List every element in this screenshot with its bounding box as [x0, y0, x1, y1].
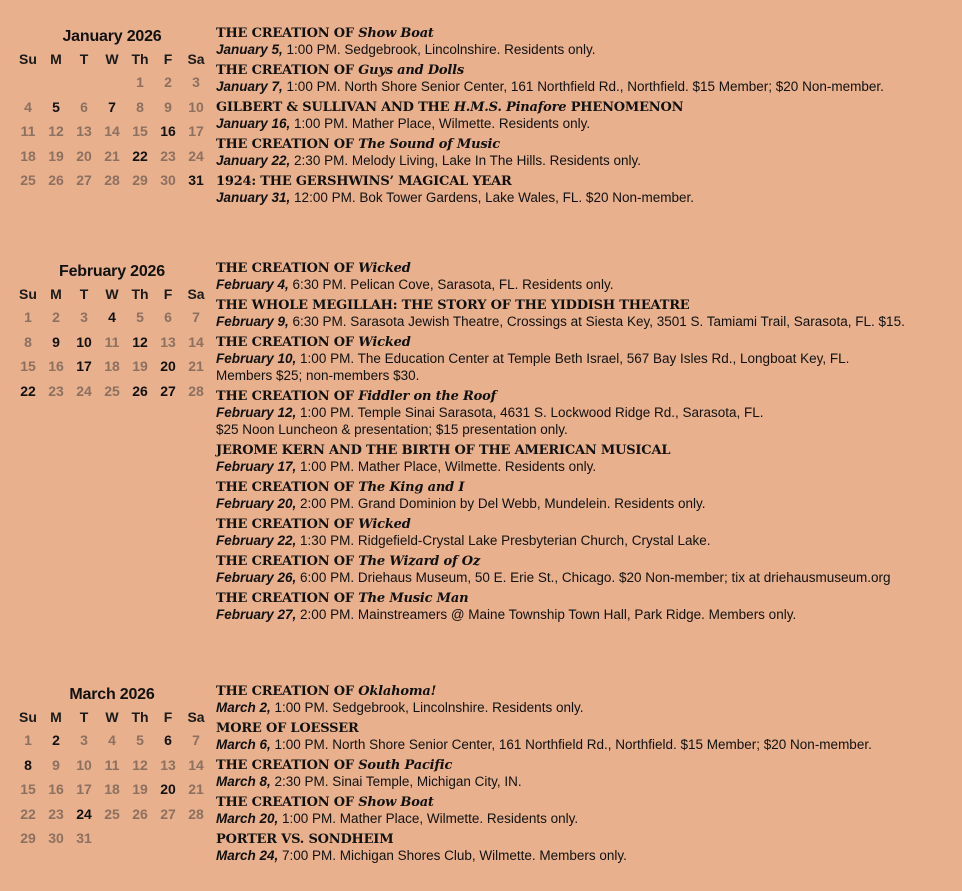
event-show-name: Oklahoma!: [358, 684, 437, 699]
calendar-day: 2: [164, 74, 172, 90]
event-item: [216, 721, 956, 753]
calendar-grid: [14, 706, 210, 851]
event-show-name: The Music Man: [358, 591, 469, 606]
event-title-text: THE CREATION OF: [216, 517, 359, 532]
event-info: 1:00 PM. Sedgebrook, Lincolnshire. Residents only.: [282, 42, 596, 57]
event-title-text: THE CREATION OF: [216, 137, 359, 152]
weekday-header: F: [163, 709, 173, 725]
calendar-title: January 2026: [62, 28, 162, 45]
calendar-day-event: 4: [108, 309, 116, 325]
event-date: February 22,: [216, 533, 297, 548]
event-title-text: THE CREATION OF: [216, 795, 359, 810]
event-title: [216, 795, 956, 810]
event-date: January 5,: [216, 42, 283, 57]
event-details: [216, 350, 956, 384]
event-details: [216, 606, 956, 623]
calendar-day-event: 5: [52, 98, 60, 115]
calendar-grid: [14, 283, 210, 403]
calendar-day: 22: [20, 805, 36, 822]
event-details: [216, 569, 956, 586]
event-title-text: THE CREATION OF: [216, 261, 359, 276]
event-item: [216, 554, 956, 586]
calendar-day-event: 22: [132, 147, 148, 164]
event-info: 6:00 PM. Driehaus Museum, 50 E. Erie St., Chicago. $20 Non-member; tix at driehausmuseum.org: [296, 570, 891, 585]
event-item: [216, 795, 956, 827]
weekday-header: W: [105, 709, 119, 725]
weekday-header: M: [50, 709, 62, 725]
event-info: 1:00 PM. North Shore Senior Center, 161 Northfield Rd., Northfield. $15 Member; $20 Non-member.: [270, 737, 872, 752]
event-info: 6:30 PM. Sarasota Jewish Theatre, Crossings at Siesta Key, 3501 S. Tamiami Trail, Sarasota, FL. $15.: [288, 314, 905, 329]
calendar-day: 19: [48, 147, 64, 164]
event-info: 2:00 PM. Grand Dominion by Del Webb, Mundelein. Residents only.: [296, 496, 706, 511]
event-item: [216, 517, 956, 549]
calendar-day: 6: [164, 309, 172, 325]
calendar-empty-cell: [42, 70, 70, 95]
event-item: [216, 389, 956, 438]
calendar-day-event: 6: [164, 732, 172, 748]
event-date: February 4,: [216, 277, 289, 292]
calendar-day: 11: [20, 123, 36, 139]
event-details: [216, 458, 956, 475]
calendar-day: 16: [48, 358, 64, 374]
event-show-name: The Sound of Music: [358, 137, 500, 152]
calendar-day: 28: [104, 172, 120, 188]
event-date: January 7,: [216, 79, 283, 94]
calendar-day: 30: [48, 830, 64, 846]
event-list: [216, 684, 956, 869]
event-info: 2:00 PM. Mainstreamers @ Maine Township Town Hall, Park Ridge. Members only.: [296, 607, 797, 622]
event-show-name: Fiddler on the Roof: [358, 389, 496, 404]
event-title: [216, 721, 956, 736]
event-details: [216, 152, 956, 169]
event-item: [216, 443, 956, 475]
calendar-day: 11: [104, 756, 120, 773]
calendar-day-event: 26: [132, 382, 148, 399]
event-info: 1:00 PM. The Education Center at Temple Beth Israel, 567 Bay Isles Rd., Longboat Key, FL.: [296, 351, 850, 366]
event-title-text: THE WHOLE MEGILLAH: THE STORY OF THE YIDDISH THEATRE: [216, 298, 690, 313]
event-info: 2:30 PM. Melody Living, Lake In The Hills. Residents only.: [290, 153, 641, 168]
event-date: February 20,: [216, 496, 297, 511]
calendar-day: 24: [188, 147, 204, 164]
event-show-name: Guys and Dolls: [358, 63, 464, 78]
calendar-day: 10: [76, 756, 92, 773]
calendar-day-event: 7: [108, 98, 116, 115]
calendar-day: 14: [188, 333, 204, 350]
weekday-header: Su: [19, 51, 37, 67]
event-details: [216, 404, 956, 438]
weekday-header: Su: [19, 709, 37, 725]
weekday-header: Th: [131, 709, 149, 725]
calendar-title: February 2026: [59, 263, 165, 280]
mini-calendar: [14, 26, 210, 193]
event-date: February 9,: [216, 314, 289, 329]
calendar-day: 23: [160, 147, 176, 164]
event-title: [216, 335, 956, 350]
calendar-day-event: 10: [76, 333, 92, 350]
event-details: [216, 699, 956, 716]
event-date: January 31,: [216, 190, 291, 205]
calendar-day-event: 16: [160, 123, 176, 139]
calendar-day: 21: [104, 147, 120, 164]
weekday-header: Su: [19, 286, 37, 302]
calendar-empty-cell: [70, 70, 98, 95]
event-title-text: THE CREATION OF: [216, 758, 359, 773]
calendar-day: 9: [52, 756, 60, 773]
event-info: 7:00 PM. Michigan Shores Club, Wilmette. Members only.: [278, 848, 627, 863]
calendar-day: 13: [160, 756, 176, 773]
event-info: 1:00 PM. North Shore Senior Center, 161 Northfield Rd., Northfield. $15 Member; $20 Non-member.: [282, 79, 884, 94]
calendar-day: 13: [160, 333, 176, 350]
event-item: [216, 63, 956, 95]
event-item: [216, 100, 956, 132]
event-title: [216, 389, 956, 404]
weekday-header: F: [163, 51, 173, 67]
calendar-day-event: 27: [160, 382, 176, 399]
event-title: [216, 174, 956, 189]
calendar-day: 15: [20, 358, 36, 374]
event-date: February 17,: [216, 459, 297, 474]
calendar-day: 7: [192, 309, 200, 325]
event-date: January 22,: [216, 153, 291, 168]
event-title-text: THE CREATION OF: [216, 335, 359, 350]
mini-calendar: [14, 684, 210, 851]
calendar-day: 19: [132, 358, 148, 374]
calendar-day-event: 20: [160, 358, 176, 374]
calendar-empty-cell: [98, 70, 126, 95]
event-date: February 10,: [216, 351, 297, 366]
event-list: [216, 261, 956, 628]
event-info: 1:30 PM. Ridgefield-Crystal Lake Presbyterian Church, Crystal Lake.: [296, 533, 711, 548]
event-title: [216, 261, 956, 276]
event-item: [216, 174, 956, 206]
calendar-day: 15: [132, 123, 148, 139]
calendar-day: 2: [52, 309, 60, 325]
event-title-text: THE CREATION OF: [216, 480, 359, 495]
event-show-name: The Wizard of Oz: [358, 554, 481, 569]
weekday-header: F: [163, 286, 173, 302]
event-details: [216, 773, 956, 790]
weekday-header: Sa: [187, 709, 205, 725]
calendar-day: 29: [132, 172, 148, 188]
calendar-day: 18: [104, 781, 120, 797]
event-details: [216, 115, 956, 132]
calendar-day: 17: [188, 123, 204, 139]
event-show-name: The King and I: [358, 480, 465, 495]
calendar-day-event: 22: [20, 382, 36, 399]
calendar-day: 9: [164, 98, 172, 115]
event-info: 6:30 PM. Pelican Cove, Sarasota, FL. Residents only.: [288, 277, 614, 292]
calendar-day: 21: [188, 358, 204, 374]
event-info: $25 Noon Luncheon & presentation; $15 presentation only.: [216, 422, 568, 437]
event-info: 1:00 PM. Sedgebrook, Lincolnshire. Residents only.: [270, 700, 584, 715]
event-title-text: 1924: THE GERSHWINS’ MAGICAL YEAR: [216, 174, 512, 189]
calendar-empty-cell: [14, 70, 42, 95]
calendar-day: 4: [24, 98, 32, 115]
calendar-day: 7: [192, 732, 200, 748]
event-info: 1:00 PM. Mather Place, Wilmette. Residents only.: [296, 459, 597, 474]
calendar-day: 17: [76, 781, 92, 797]
event-item: [216, 335, 956, 384]
event-item: [216, 758, 956, 790]
weekday-header: M: [50, 286, 62, 302]
calendar-day-event: 2: [52, 732, 60, 748]
calendar-day-event: 8: [24, 756, 32, 773]
calendar-day: 8: [24, 333, 32, 350]
event-title: [216, 298, 956, 313]
calendar-day: 27: [160, 805, 176, 822]
event-date: January 16,: [216, 116, 291, 131]
event-show-name: Show Boat: [358, 26, 434, 41]
event-title-text: THE CREATION OF: [216, 26, 359, 41]
calendar-day: 31: [76, 830, 92, 846]
event-details: [216, 78, 956, 95]
calendar-day: 3: [192, 74, 200, 90]
calendar-day: 28: [188, 382, 204, 399]
calendar-day: 25: [104, 382, 120, 399]
calendar-day: 4: [108, 732, 116, 748]
calendar-day-event: 24: [76, 805, 92, 822]
calendar-day: 18: [104, 358, 120, 374]
event-title-text: GILBERT & SULLIVAN AND THE: [216, 100, 454, 115]
calendar-day: 24: [76, 382, 92, 399]
event-item: [216, 480, 956, 512]
calendar-day: 15: [20, 781, 36, 797]
calendar-day: 11: [104, 333, 120, 350]
event-title-suffix: PHENOMENON: [566, 100, 684, 115]
event-title: [216, 480, 956, 495]
event-title-text: THE CREATION OF: [216, 554, 359, 569]
calendar-day-event: 12: [132, 333, 148, 350]
event-title-text: MORE OF LOESSER: [216, 721, 359, 736]
event-title: [216, 758, 956, 773]
event-date: March 2,: [216, 700, 271, 715]
calendar-day: 5: [136, 309, 144, 325]
calendar-title: March 2026: [69, 686, 155, 703]
event-title: [216, 517, 956, 532]
event-item: [216, 261, 956, 293]
calendar-day: 8: [136, 98, 144, 115]
calendar-day: 26: [48, 172, 64, 188]
calendar-day: 1: [136, 74, 144, 90]
weekday-header: T: [79, 51, 89, 67]
event-title: [216, 63, 956, 78]
weekday-header: M: [50, 51, 62, 67]
weekday-header: Th: [131, 51, 149, 67]
event-details: [216, 736, 956, 753]
event-title: [216, 137, 956, 152]
event-info: 2:30 PM. Sinai Temple, Michigan City, IN.: [270, 774, 522, 789]
weekday-header: Th: [131, 286, 149, 302]
event-info: 1:00 PM. Temple Sinai Sarasota, 4631 S. Lockwood Ridge Rd., Sarasota, FL.: [296, 405, 764, 420]
event-item: [216, 298, 956, 330]
weekday-header: W: [105, 51, 119, 67]
event-title-text: THE CREATION OF: [216, 63, 359, 78]
event-details: [216, 847, 956, 864]
event-item: [216, 684, 956, 716]
event-show-name: Wicked: [358, 517, 411, 532]
event-date: March 6,: [216, 737, 271, 752]
event-details: [216, 313, 956, 330]
event-details: [216, 810, 956, 827]
event-details: [216, 495, 956, 512]
event-title: [216, 100, 956, 115]
calendar-day: 13: [76, 123, 92, 139]
calendar-day: 5: [136, 732, 144, 748]
event-details: [216, 41, 956, 58]
event-title: [216, 554, 956, 569]
event-date: February 27,: [216, 607, 297, 622]
calendar-day: 23: [48, 805, 64, 822]
calendar-day: 3: [80, 309, 88, 325]
event-date: February 26,: [216, 570, 297, 585]
calendar-day: 3: [80, 732, 88, 748]
calendar-day: 12: [48, 123, 64, 139]
calendar-day: 1: [24, 732, 32, 748]
event-info: 1:00 PM. Mather Place, Wilmette. Residents only.: [278, 811, 579, 826]
calendar-day: 1: [24, 309, 32, 325]
event-title: [216, 26, 956, 41]
event-details: [216, 532, 956, 549]
event-item: [216, 137, 956, 169]
event-show-name: Wicked: [358, 335, 411, 350]
calendar-grid: [14, 48, 210, 193]
weekday-header: Sa: [187, 286, 205, 302]
calendar-day: 30: [160, 172, 176, 188]
calendar-day: 25: [20, 172, 36, 188]
event-title-text: THE CREATION OF: [216, 389, 359, 404]
event-title: [216, 591, 956, 606]
event-info: 1:00 PM. Mather Place, Wilmette. Residents only.: [290, 116, 591, 131]
calendar-day: 10: [188, 98, 204, 115]
calendar-day: 28: [188, 805, 204, 822]
event-title-text: THE CREATION OF: [216, 591, 359, 606]
event-details: [216, 276, 956, 293]
calendar-day: 26: [132, 805, 148, 822]
event-show-name: South Pacific: [358, 758, 453, 773]
event-title: [216, 832, 956, 847]
event-date: March 8,: [216, 774, 271, 789]
calendar-day: 14: [188, 756, 204, 773]
calendar-day: 19: [132, 781, 148, 797]
weekday-header: T: [79, 709, 89, 725]
calendar-day-event: 31: [188, 172, 204, 188]
mini-calendar: [14, 261, 210, 403]
calendar-day: 20: [76, 147, 92, 164]
event-title: [216, 443, 956, 458]
calendar-day: 6: [80, 98, 88, 115]
event-show-name: Wicked: [358, 261, 411, 276]
calendar-day: 29: [20, 830, 36, 846]
event-date: February 12,: [216, 405, 297, 420]
calendar-day: 18: [20, 147, 36, 164]
event-item: [216, 26, 956, 58]
event-item: [216, 591, 956, 623]
calendar-day: 14: [104, 123, 120, 139]
event-info: Members $25; non-members $30.: [216, 368, 420, 383]
event-title-text: THE CREATION OF: [216, 684, 359, 699]
event-show-name: Show Boat: [358, 795, 434, 810]
event-date: March 20,: [216, 811, 279, 826]
calendar-day: 27: [76, 172, 92, 188]
event-title-text: PORTER VS. SONDHEIM: [216, 832, 394, 847]
calendar-day-event: 20: [160, 781, 176, 797]
event-title: [216, 684, 956, 699]
event-list: [216, 26, 956, 211]
event-show-name: H.M.S. Pinafore: [453, 100, 567, 115]
event-info: 12:00 PM. Bok Tower Gardens, Lake Wales, FL. $20 Non-member.: [290, 190, 694, 205]
calendar-day-event: 9: [52, 333, 60, 350]
calendar-day: 16: [48, 781, 64, 797]
calendar-day: 12: [132, 756, 148, 773]
weekday-header: W: [105, 286, 119, 302]
event-item: [216, 832, 956, 864]
calendar-day-event: 17: [76, 358, 92, 374]
weekday-header: Sa: [187, 51, 205, 67]
calendar-day: 23: [48, 382, 64, 399]
event-details: [216, 189, 956, 206]
event-date: March 24,: [216, 848, 279, 863]
calendar-day: 21: [188, 781, 204, 797]
calendar-day: 25: [104, 805, 120, 822]
weekday-header: T: [79, 286, 89, 302]
event-title-text: JEROME KERN AND THE BIRTH OF THE AMERICAN MUSICAL: [216, 443, 671, 458]
